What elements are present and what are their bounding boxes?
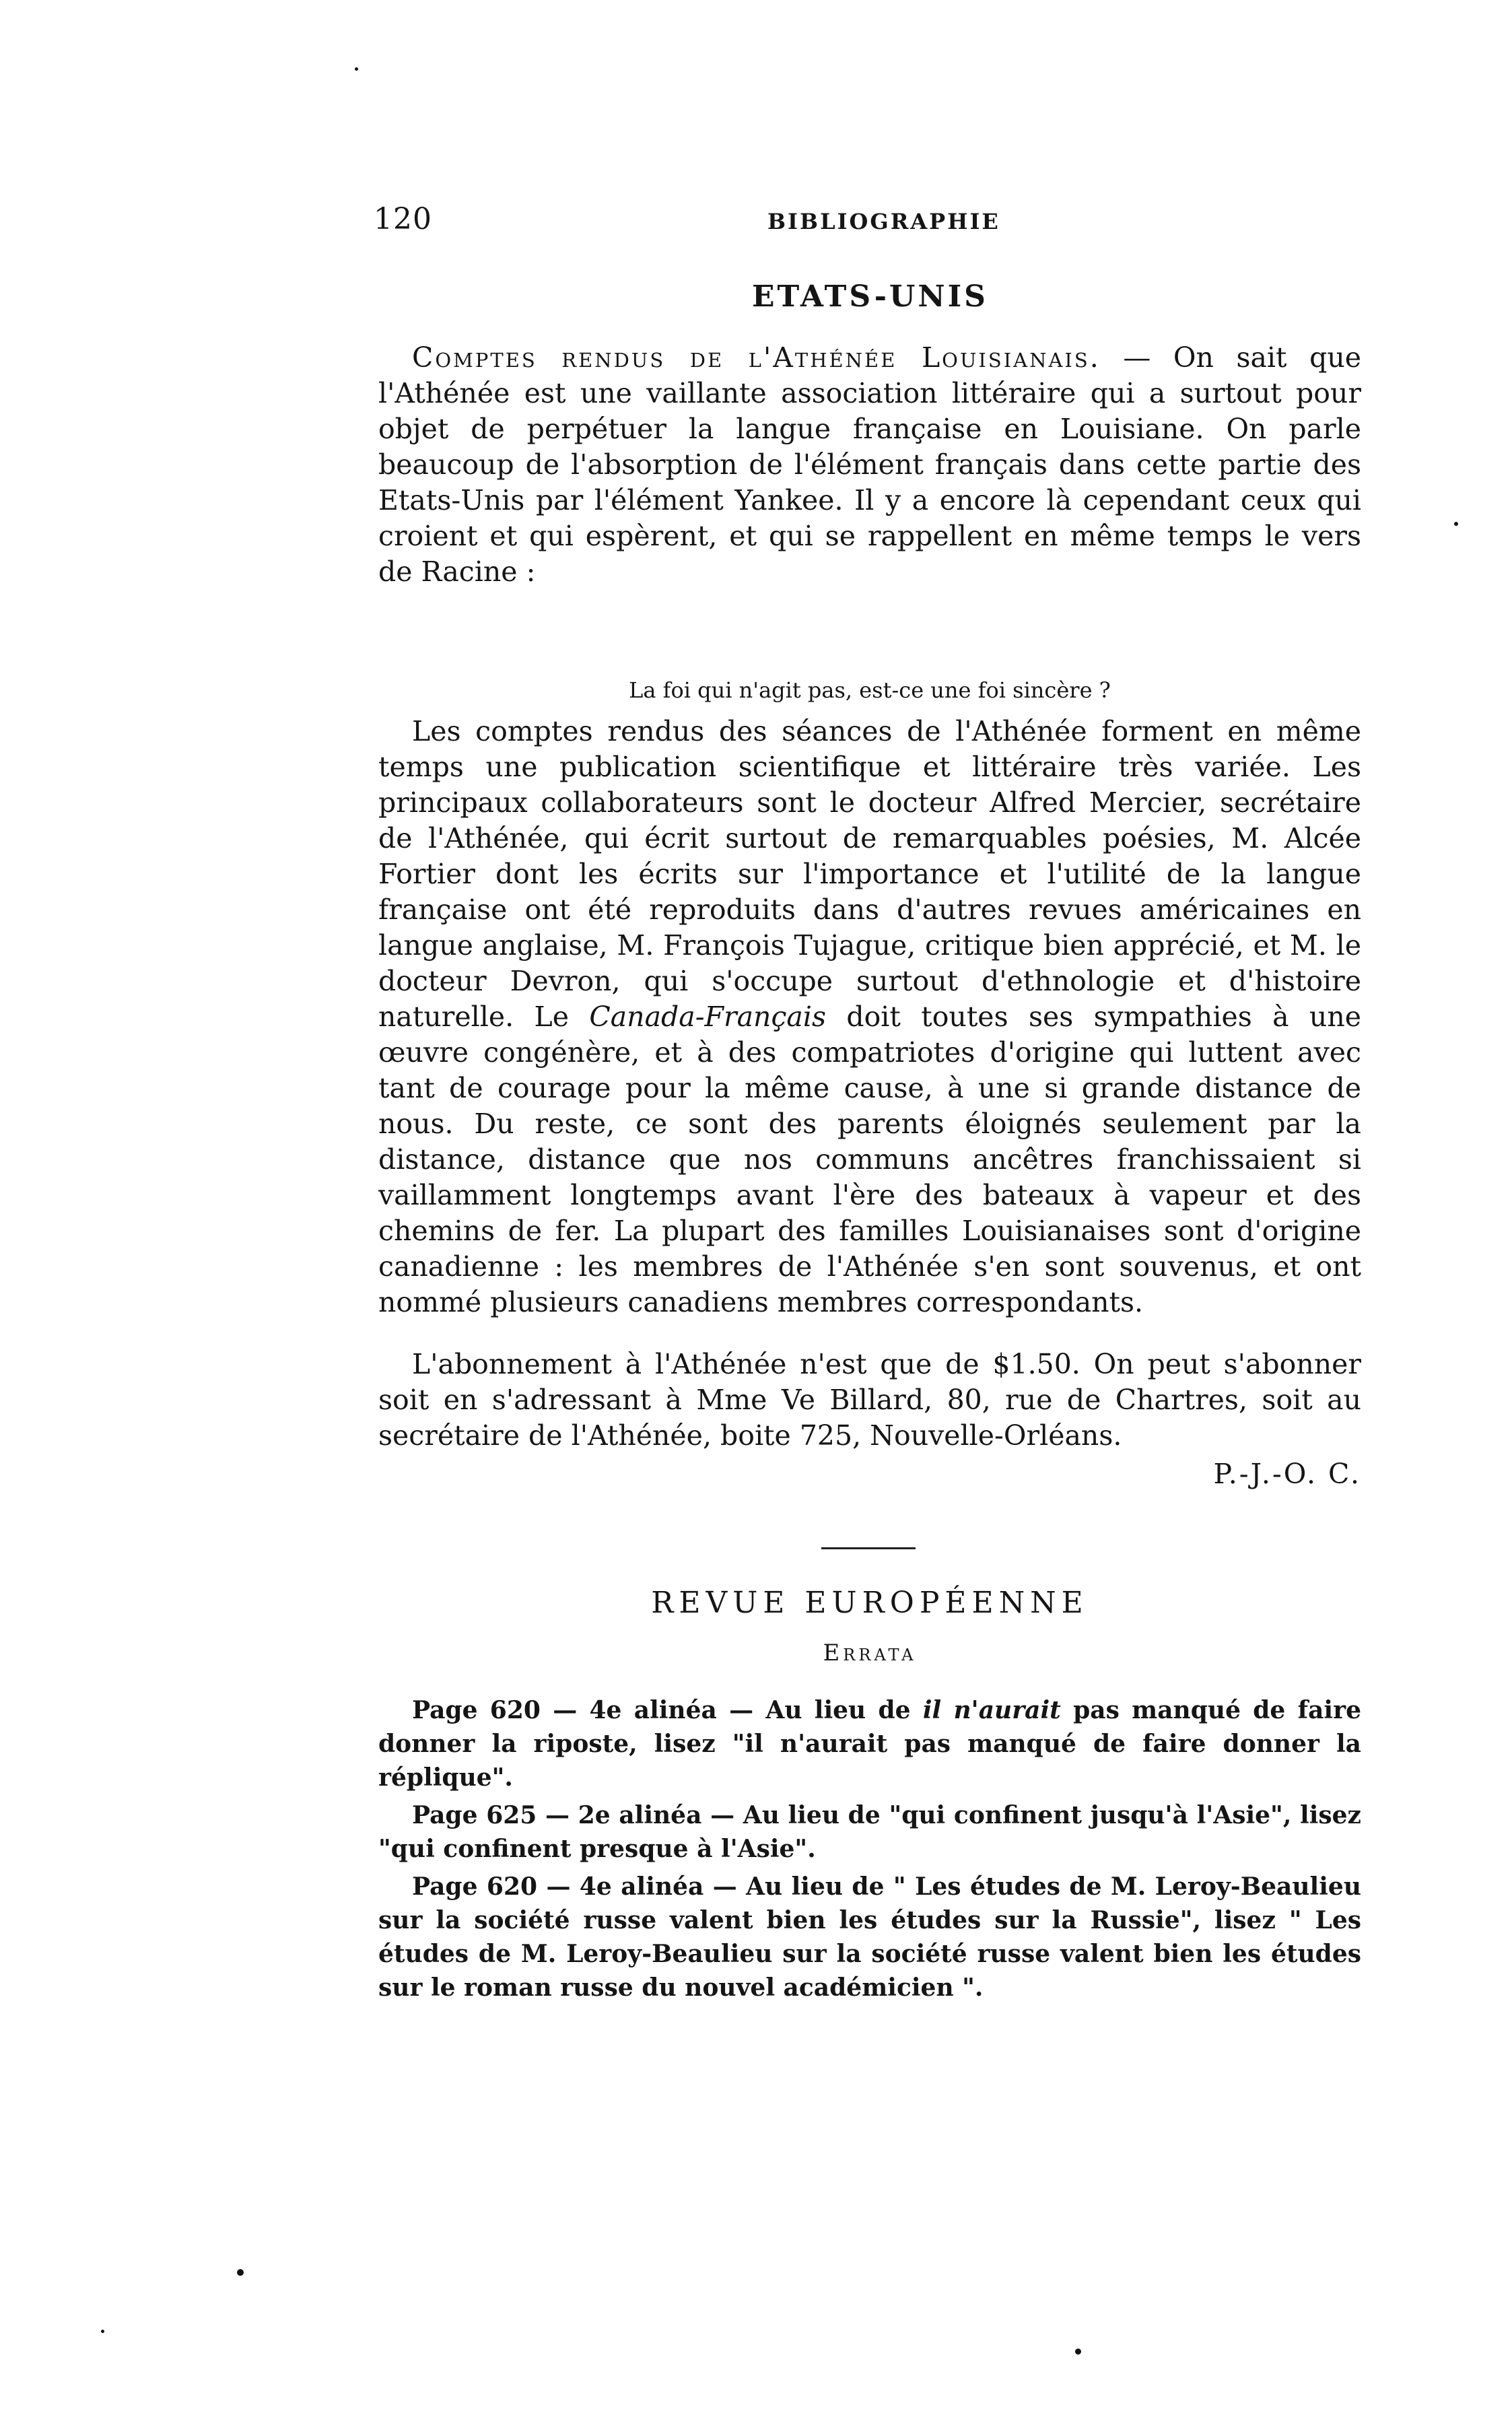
errata-italic: il n'aurait — [922, 1696, 1061, 1724]
journal-title-italic: Canada-Français — [589, 1001, 827, 1033]
page-header — [374, 202, 1367, 242]
section2-title: REVUE EUROPÉENNE — [651, 1586, 1089, 1620]
paragraph-comptes-rendus — [378, 714, 1361, 1320]
paragraph-text: — On sait que l'Athénée est une vaillante association littéraire qui a surtout pour objet de perpétuer la langue française en Louisiane. On parle beaucoup de l'absorption de l'élément français dans cette partie des Etats-Unis par l'élément Yankee. Il y a encore là cependant ceux qui croient et qui espèrent, et qui se rappellent en même temps le vers de Racine : — [378, 341, 1361, 588]
paragraph-text: Les comptes rendus des séances de l'Athénée forment en même temps une publication scientifique et littéraire très variée. Les principaux collaborateurs sont le docteur Alfred Mercier, secrétaire de l'Athénée, qui écrit surtout de remarquables poésies, M. Alcée Fortier dont les écrits sur l'importance et l'utilité de la langue française ont été reproduits dans d'autres revues américaines en langue anglaise, M. François Tujague, critique bien apprécié, et M. le docteur Devron, qui s'occupe surtout d'ethnologie et d'histoire naturelle. Le — [378, 715, 1361, 1033]
scan-speck — [355, 67, 358, 71]
racine-quote: La foi qui n'agit pas, est-ce une foi sincère ? — [629, 677, 1111, 703]
errata-list — [378, 1693, 1361, 2009]
scan-speck — [101, 2330, 104, 2333]
errata-item: Page 620 — 4e alinéa — Au lieu de " Les études de M. Leroy-Beaulieu sur la société russe valent bien les études sur la Russie", lisez " Les études de M. Leroy-Beaulieu sur la société russe valent bien les études sur le roman russe du nouvel académicien ". — [378, 1872, 1361, 2002]
errata-heading: Errata — [823, 1640, 917, 1666]
scan-speck — [1075, 2349, 1081, 2355]
paragraph-text: L'abonnement à l'Athénée n'est que de $1.50. On peut s'abonner soit en s'adressant à Mme Ve Billard, 80, rue de Chartres, soit au secrétaire de l'Athénée, boite 725, Nouvelle-Orléans. — [378, 1348, 1361, 1452]
errata-text: Page 620 — 4e alinéa — Au lieu de — [412, 1696, 923, 1724]
paragraph-lead: Comptes rendus de l'Athénée Louisianais. — [412, 341, 1101, 374]
paragraph-abonnement — [378, 1347, 1361, 1454]
errata-item — [378, 1693, 1361, 1794]
paragraph-text: doit toutes ses sympathies à une œuvre congénère, et à des compatriotes d'origine qui luttent avec tant de courage pour la même cause, à une si grande distance de nous. Du reste, ce sont des parents éloignés seulement par la distance, distance que nos communs ancêtres franchissaient si vaillamment longtemps avant l'ère des bateaux à vapeur et des chemins de fer. La plupart des familles Louisianaises sont d'origine canadienne : les membres de l'Athénée s'en sont souvenus, et ont nommé plusieurs canadiens membres correspondants. — [378, 1001, 1362, 1318]
scan-speck — [237, 2269, 244, 2276]
errata-item: Page 625 — 2e alinéa — Au lieu de "qui confinent jusqu'à l'Asie", lisez "qui confinent presque à l'Asie". — [378, 1801, 1361, 1863]
paragraph-athenee-intro — [378, 340, 1361, 590]
running-head: BIBLIOGRAPHIE — [767, 209, 1000, 234]
page-number: 120 — [374, 202, 432, 236]
errata-text: pas manqué de faire donner la riposte, lisez "il n'aurait pas manqué de faire donner la réplique". — [378, 1696, 1361, 1792]
author-signature: P.-J.-O. C. — [1213, 1458, 1361, 1490]
scan-speck — [1454, 522, 1458, 526]
section-divider — [821, 1547, 916, 1549]
section-title: ETATS-UNIS — [752, 279, 988, 314]
